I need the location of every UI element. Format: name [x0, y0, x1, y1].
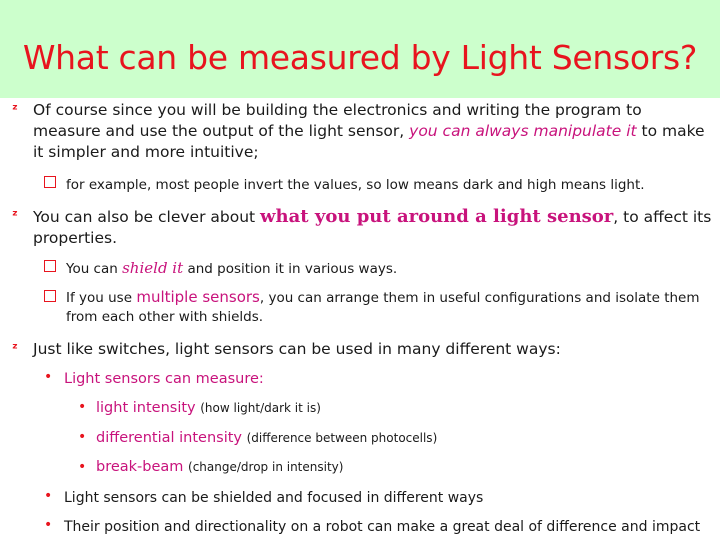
box-bullet-icon — [44, 260, 56, 276]
dot-bullet-icon: • — [78, 399, 87, 415]
sub-text-b: , you can arrange them in useful configurations and isolate them from each other with shields. — [66, 290, 700, 325]
measure-note: (how light/dark it is) — [200, 401, 321, 415]
measure-label: differential intensity — [96, 430, 242, 446]
bullet-3-sub-2: Light sensors can be shielded and focused in different ways — [64, 490, 484, 506]
dot-bullet-icon: • — [78, 459, 87, 475]
sub-text-a: You can — [66, 261, 118, 277]
bullet-3-sub-1: Light sensors can measure: — [64, 371, 264, 387]
measure-label: light intensity — [96, 400, 196, 416]
bullet-2-text-a: You can also be clever about — [33, 208, 256, 226]
z-bullet-icon: ᶻ — [12, 102, 18, 118]
bullet-1 — [33, 100, 713, 163]
z-bullet-icon: ᶻ — [12, 208, 18, 224]
sub-text-a: If you use — [66, 290, 133, 306]
bullet-2-sub-1 — [66, 259, 716, 279]
bullet-3: Just like switches, light sensors can be used in many different ways: — [33, 340, 561, 358]
measure-label: break-beam — [96, 459, 184, 475]
bullet-1-sub: for example, most people invert the values, so low means dark and high means light. — [66, 177, 645, 193]
bullet-2-sub-2 — [66, 288, 716, 327]
measure-item-3 — [96, 457, 716, 478]
dot-bullet-icon: • — [78, 429, 87, 445]
dot-bullet-icon: • — [44, 369, 53, 385]
box-bullet-icon — [44, 176, 56, 192]
dot-bullet-icon: • — [44, 517, 53, 533]
box-bullet-icon — [44, 290, 56, 306]
bullet-2-text-b: , to affect its properties. — [33, 208, 712, 247]
bullet-2 — [33, 206, 713, 249]
measure-note: (difference between photocells) — [246, 431, 438, 445]
measure-note: (change/drop in intensity) — [188, 460, 344, 474]
sub-text-b: and position it in various ways. — [187, 261, 398, 277]
bullet-1-emphasis: you can always manipulate it — [409, 122, 637, 140]
bullet-1-text-b: to make it simpler and more intuitive; — [33, 122, 705, 161]
sub-emphasis: shield it — [122, 259, 184, 277]
bullet-1-text-a: Of course since you will be building the electronics and writing the program to measure and use the output of the light sensor, — [33, 101, 642, 140]
measure-item-1 — [96, 398, 716, 419]
dot-bullet-icon: • — [44, 488, 53, 504]
slide-title: What can be measured by Light Sensors? — [22, 38, 698, 77]
measure-item-2 — [96, 428, 716, 449]
bullet-2-emphasis: what you put around a light sensor — [260, 206, 614, 227]
bullet-3-sub-3: Their position and directionality on a robot can make a great deal of difference and impact — [64, 519, 701, 535]
z-bullet-icon: ᶻ — [12, 341, 18, 357]
sub-emphasis: multiple sensors — [136, 288, 260, 306]
